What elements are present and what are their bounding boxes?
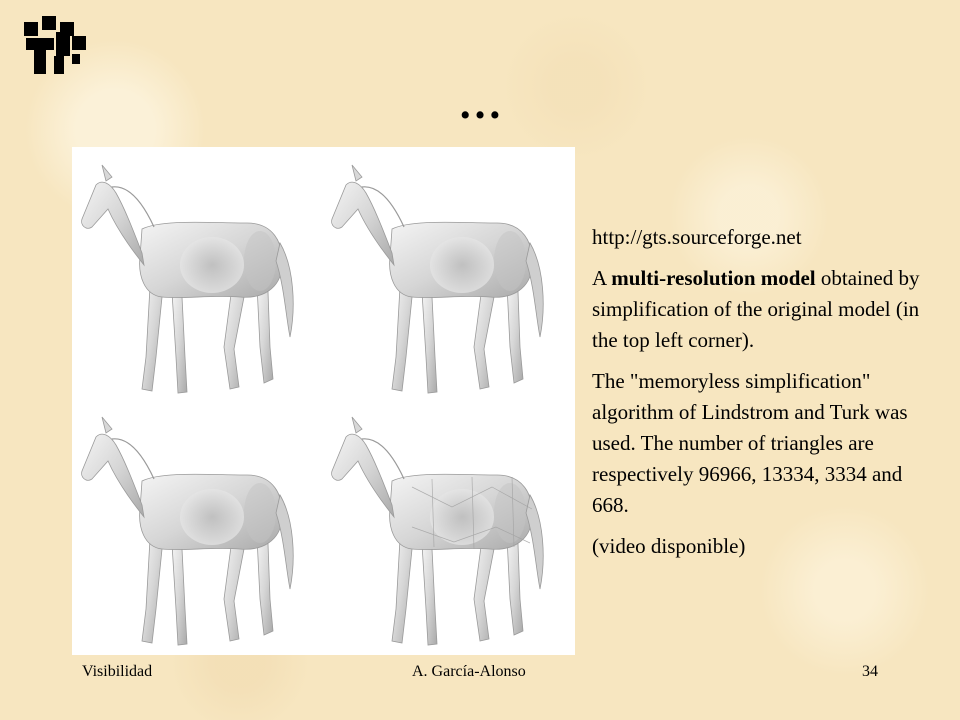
slide-title: … bbox=[458, 79, 502, 128]
description-text bbox=[592, 222, 932, 572]
p2-before: A bbox=[592, 266, 612, 290]
p2-bold: multi-resolution model bbox=[611, 266, 816, 290]
footer-page-number: 34 bbox=[862, 663, 878, 680]
horse-models-figure bbox=[72, 147, 575, 655]
footer-course: Visibilidad bbox=[82, 663, 153, 680]
gts-url-text: http://gts.sourceforge.net bbox=[592, 225, 802, 249]
video-note: (video disponible) bbox=[592, 534, 746, 558]
horse-models-icon bbox=[72, 147, 575, 655]
p2-after: obtained by simplification of the original model (in the top left corner). bbox=[592, 266, 920, 352]
university-emblem-icon bbox=[24, 16, 86, 74]
algorithm-paragraph: The "memoryless simplification" algorithm of Lindstrom and Turk was used. The number of triangles are respectively 96966, 13334, 3334 and 668. bbox=[592, 369, 908, 517]
multiresolution-paragraph bbox=[592, 263, 932, 356]
footer-author: A. García-Alonso bbox=[412, 663, 526, 680]
